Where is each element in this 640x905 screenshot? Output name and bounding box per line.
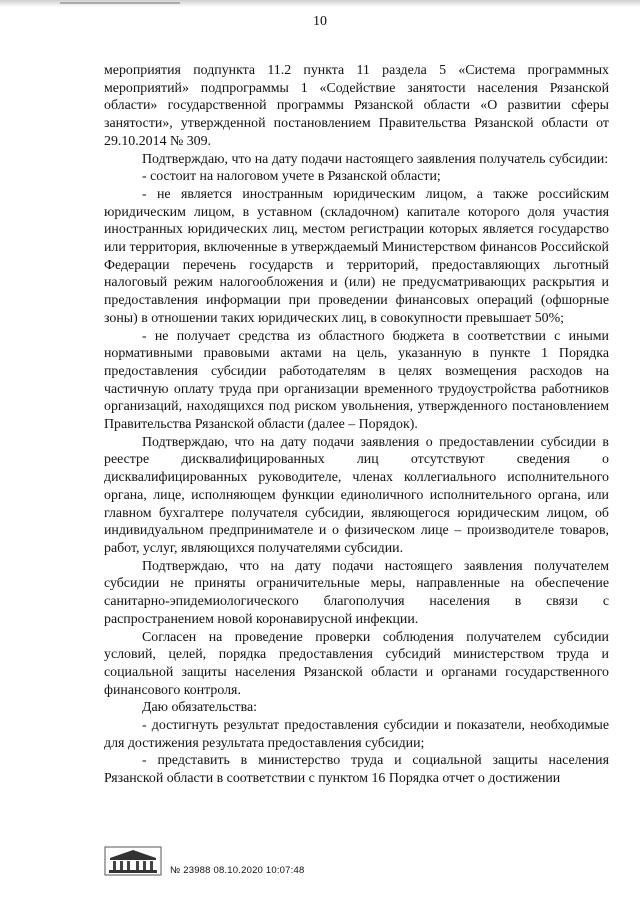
list-item-submit-report: - представить в министерство труда и социальной защиты населения Рязанской области в соответствии с пунктом 16 Порядка отчет о достижении [104,753,609,787]
registration-stamp: № 23988 08.10.2020 10:07:48 [170,865,305,876]
paragraph-disqualified-persons: Подтверждаю, что на дату подачи заявления о предоставлении субсидии в реестре дисквалифицированных лиц отсутствуют сведения о дисквалифицированных руководителе, членах коллегиального исполнительного органа, лице, исполняющем функции единоличного исполнительного органа, или главном бухгалтере получателя субсидии, являющегося юридическим лицом, об индивидуальном предпринимателе и о физическом лице – производителе товаров, работ, услуг, являющихся получателями субсидии. [104,434,609,556]
paragraph-confirmation-intro: Подтверждаю, что на дату подачи настоящего заявления получатель субсидии: [142,151,609,167]
government-building-icon [104,846,162,876]
list-item-achieve-result: - достигнуть результат предоставления субсидии и показатели, необходимые для достижения результата предоставления субсидии; [104,718,609,751]
list-item-budget-funds: - не получает средства из областного бюджета в соответствии с иными нормативными правовыми актами на цель, указанную в пункте 1 Порядка предоставления субсидии работодателям в целях возмещения расходов на частичную оплату труда при организации временного трудоустройства работников организаций, находящихся под риском увольнения, утвержденного постановлением Правительства Рязанской области (далее – Порядок). [104,328,609,433]
paragraph-continuation: мероприятия подпункта 11.2 пункта 11 раздела 5 «Система программных мероприятий» подпрограммы 1 «Содействие занятости населения Рязанской области» государственной программы Рязанской области «О развитии сферы занятости», утвержденной постановлением Правительства Рязанской области от 29.10.2014 № 309. [104,63,609,149]
document-body [104,62,609,788]
paragraph-obligations-heading: Даю обязательства: [142,700,257,716]
list-item-foreign-entity: - не является иностранным юридическим лицом, а также российским юридическим лицом, в уставном (складочном) капитале которого доля участия иностранных юридических лиц, местом регистрации которых является государство или территория, включенные в утверждаемый Министерством финансов Российской Федерации перечень государств и территорий, предоставляющих льготный налоговый режим налогообложения и (или) не предусматривающих раскрытия и предоставления информации при проведении финансовых операций (офшорные зоны) в отношении таких юридических лиц, в совокупности превышает 50%; [104,186,609,326]
paragraph-restrictive-measures: Подтверждаю, что на дату подачи настоящего заявления получателем субсидии не приняты ограничительные меры, направленные на обеспечение санитарно-эпидемиологического благополучия населения в связи с распространением новой коронавирусной инфекции. [104,558,609,627]
list-item-tax-registration: - состоит на налоговом учете в Рязанской области; [142,169,441,185]
document-footer [104,842,404,882]
page-number: 10 [313,14,327,29]
paragraph-consent-inspection: Согласен на проведение проверки соблюдения получателем субсидии условий, целей, порядка предоставления субсидий министерством труда и социальной защиты населения Рязанской области и органами государственного финансового контроля. [104,629,609,698]
scan-edge [0,0,640,7]
